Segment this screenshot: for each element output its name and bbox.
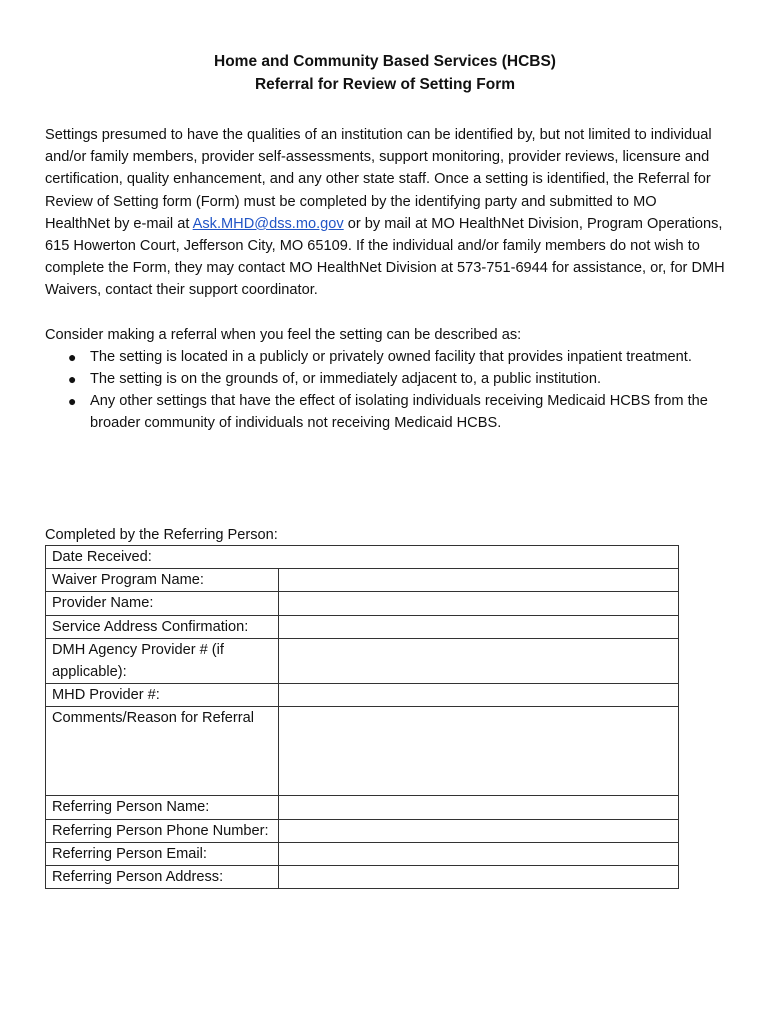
field-label: Service Address Confirmation: [46, 615, 279, 638]
list-item-text: Any other settings that have the effect of isolating individuals receiving Medicaid HCBS from the broader community of individuals not receiving Medicaid HCBS. [90, 393, 708, 432]
referring-person-phone-field[interactable] [279, 819, 679, 842]
comments-field[interactable] [279, 707, 679, 796]
service-address-field[interactable] [279, 615, 679, 638]
referring-person-address-field[interactable] [279, 866, 679, 889]
intro-text-before-email: Settings presumed to have the qualities of an institution can be identified by, but not limited to individual and/or family members, provider self-assessments, support monitoring, provider reviews, licensure and certification, quality enhancement, and any other state staff. Once a setting is identified, the Referral for Review of Setting form (Form) must be completed by the identifying party and submitted to MO HealthNet by e-mail at [45, 127, 712, 232]
waiver-program-name-field[interactable] [279, 569, 679, 592]
provider-name-field[interactable] [279, 592, 679, 615]
table-row [46, 615, 679, 638]
field-label: Referring Person Email: [46, 842, 279, 865]
table-row [46, 638, 679, 683]
mhd-provider-field[interactable] [279, 684, 679, 707]
title-line-1: Home and Community Based Services (HCBS) [214, 53, 556, 70]
intro-paragraph [45, 124, 725, 302]
body-text [45, 124, 725, 435]
list-item-text: The setting is on the grounds of, or immediately adjacent to, a public institution. [90, 371, 602, 388]
field-label: Referring Person Name: [46, 796, 279, 819]
table-row [46, 546, 679, 569]
form-heading: Completed by the Referring Person: [45, 527, 278, 543]
field-label: MHD Provider #: [46, 684, 279, 707]
list-item-text: The setting is located in a publicly or privately owned facility that provides inpatient treatment. [90, 348, 692, 365]
list-item [45, 346, 725, 368]
table-row [46, 707, 679, 796]
table-row [46, 569, 679, 592]
date-received-field[interactable]: Date Received: [46, 546, 679, 569]
dmh-agency-provider-field[interactable] [279, 638, 679, 683]
field-label: Waiver Program Name: [46, 569, 279, 592]
table-row [46, 684, 679, 707]
referring-person-email-field[interactable] [279, 842, 679, 865]
title-line-2: Referral for Review of Setting Form [254, 76, 516, 93]
field-label: Referring Person Phone Number: [46, 819, 279, 842]
bullet-icon: ● [68, 371, 77, 388]
list-item [45, 368, 725, 390]
consider-heading: Consider making a referral when you feel the setting can be described as: [45, 326, 522, 343]
list-item [45, 390, 725, 434]
field-label: Provider Name: [46, 592, 279, 615]
bullet-icon: ● [68, 348, 77, 365]
referral-form-table [45, 545, 679, 889]
field-label: Comments/Reason for Referral [46, 707, 279, 796]
table-row [46, 842, 679, 865]
criteria-list [45, 346, 725, 435]
table-row [46, 866, 679, 889]
field-label: Referring Person Address: [46, 866, 279, 889]
table-row [46, 592, 679, 615]
bullet-icon: ● [68, 393, 77, 410]
field-label: DMH Agency Provider # (if applicable): [46, 638, 279, 683]
table-row [46, 819, 679, 842]
email-link[interactable]: Ask.MHD@dss.mo.gov [192, 215, 344, 232]
page-title [0, 50, 770, 96]
intro-text-after-email: or by mail at MO HealthNet Division, Program Operations, 615 Howerton Court, Jefferson City, MO 65109. If the individual and/or family members do not wish to complete the Form, they may contact MO HealthNet Division at 573-751-6944 for assistance, or, for DMH Waivers, contact their support coordinator. [45, 215, 725, 299]
table-row [46, 796, 679, 819]
referring-person-name-field[interactable] [279, 796, 679, 819]
